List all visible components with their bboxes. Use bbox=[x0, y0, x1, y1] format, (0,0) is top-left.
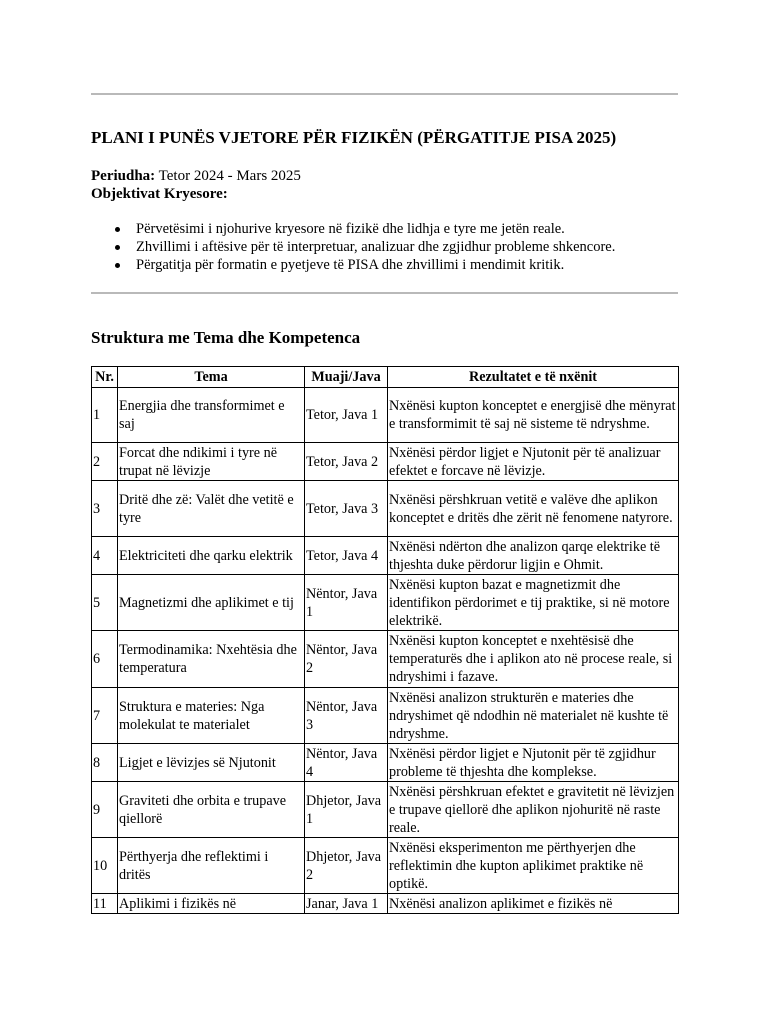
table-row bbox=[92, 631, 679, 688]
objectives-label: Objektivat Kryesore: bbox=[91, 186, 228, 202]
cell-nr: 10 bbox=[92, 838, 118, 894]
cell-tema: Energjia dhe transformimet e saj bbox=[118, 388, 305, 443]
section-divider bbox=[91, 292, 678, 294]
cell-nr: 6 bbox=[92, 631, 118, 688]
cell-tema: Dritë dhe zë: Valët dhe vetitë e tyre bbox=[118, 481, 305, 537]
cell-nr: 2 bbox=[92, 443, 118, 481]
cell-muaji: Tetor, Java 3 bbox=[305, 481, 388, 537]
cell-rezultati: Nxënësi eksperimenton me përthyerjen dhe reflektimin dhe kupton aplikimet praktike në optikë. bbox=[388, 838, 679, 894]
cell-tema: Magnetizmi dhe aplikimet e tij bbox=[118, 575, 305, 631]
cell-tema: Elektriciteti dhe qarku elektrik bbox=[118, 537, 305, 575]
cell-muaji: Tetor, Java 2 bbox=[305, 443, 388, 481]
cell-rezultati: Nxënësi analizon aplikimet e fizikës në bbox=[388, 894, 679, 914]
cell-tema: Graviteti dhe orbita e trupave qiellorë bbox=[118, 782, 305, 838]
cell-tema: Forcat dhe ndikimi i tyre në trupat në lëvizje bbox=[118, 443, 305, 481]
cell-nr: 11 bbox=[92, 894, 118, 914]
cell-tema: Struktura e materies: Nga molekulat te materialet bbox=[118, 688, 305, 744]
cell-rezultati: Nxënësi ndërton dhe analizon qarqe elektrike të thjeshta duke përdorur ligjin e Ohmit. bbox=[388, 537, 679, 575]
objectives-heading bbox=[91, 185, 301, 203]
cell-rezultati: Nxënësi kupton bazat e magnetizmit dhe identifikon përdorimet e tij praktike, si në motore elektrikë. bbox=[388, 575, 679, 631]
document-title: PLANI I PUNËS VJETORE PËR FIZIKËN (PËRGATITJE PISA 2025) bbox=[91, 128, 617, 147]
objective-item: Përvetësimi i njohurive kryesore në fizikë dhe lidhja e tyre me jetën reale. bbox=[91, 220, 615, 238]
cell-nr: 1 bbox=[92, 388, 118, 443]
table-header-row bbox=[92, 367, 679, 388]
cell-rezultati: Nxënësi përshkruan vetitë e valëve dhe aplikon konceptet e dritës dhe zërit në fenomene natyrore. bbox=[388, 481, 679, 537]
table-row bbox=[92, 537, 679, 575]
cell-tema: Aplikimi i fizikës në bbox=[118, 894, 305, 914]
objective-item: Përgatitja për formatin e pyetjeve të PISA dhe zhvillimi i mendimit kritik. bbox=[91, 256, 615, 274]
cell-rezultati: Nxënësi analizon strukturën e materies dhe ndryshimet që ndodhin në materialet në kushte të ndryshme. bbox=[388, 688, 679, 744]
cell-muaji: Nëntor, Java 1 bbox=[305, 575, 388, 631]
cell-muaji: Nëntor, Java 4 bbox=[305, 744, 388, 782]
cell-rezultati: Nxënësi kupton konceptet e nxehtësisë dhe temperaturës dhe i aplikon ato në procese reale, si ndryshimi i fazave. bbox=[388, 631, 679, 688]
cell-rezultati: Nxënësi përdor ligjet e Njutonit për të analizuar efektet e forcave në lëvizje. bbox=[388, 443, 679, 481]
plan-table bbox=[91, 366, 679, 914]
header-rezultatet: Rezultatet e të nxënit bbox=[388, 367, 679, 388]
section-title: Struktura me Tema dhe Kompetenca bbox=[91, 328, 361, 347]
cell-nr: 4 bbox=[92, 537, 118, 575]
top-divider bbox=[91, 93, 678, 95]
cell-muaji: Nëntor, Java 3 bbox=[305, 688, 388, 744]
cell-muaji: Janar, Java 1 bbox=[305, 894, 388, 914]
cell-nr: 3 bbox=[92, 481, 118, 537]
table-row bbox=[92, 481, 679, 537]
cell-tema: Përthyerja dhe reflektimi i dritës bbox=[118, 838, 305, 894]
table-row bbox=[92, 838, 679, 894]
table-row bbox=[92, 782, 679, 838]
table-row bbox=[92, 744, 679, 782]
header-muaji: Muaji/Java bbox=[305, 367, 388, 388]
period-value: Tetor 2024 - Mars 2025 bbox=[158, 168, 301, 184]
cell-tema: Ligjet e lëvizjes së Njutonit bbox=[118, 744, 305, 782]
plan-table-body bbox=[92, 388, 679, 914]
table-row bbox=[92, 575, 679, 631]
cell-tema: Termodinamika: Nxehtësia dhe temperatura bbox=[118, 631, 305, 688]
cell-nr: 5 bbox=[92, 575, 118, 631]
cell-muaji: Dhjetor, Java 2 bbox=[305, 838, 388, 894]
cell-muaji: Nëntor, Java 2 bbox=[305, 631, 388, 688]
table-row bbox=[92, 688, 679, 744]
table-row bbox=[92, 388, 679, 443]
header-nr: Nr. bbox=[92, 367, 118, 388]
cell-nr: 8 bbox=[92, 744, 118, 782]
document-meta bbox=[91, 167, 301, 203]
period-line bbox=[91, 167, 301, 185]
objectives-list bbox=[91, 220, 615, 274]
cell-nr: 9 bbox=[92, 782, 118, 838]
cell-rezultati: Nxënësi përshkruan efektet e gravitetit në lëvizjen e trupave qiellorë dhe aplikon njohuritë në raste reale. bbox=[388, 782, 679, 838]
table-row bbox=[92, 443, 679, 481]
cell-muaji: Tetor, Java 4 bbox=[305, 537, 388, 575]
cell-rezultati: Nxënësi përdor ligjet e Njutonit për të zgjidhur probleme të thjeshta dhe komplekse. bbox=[388, 744, 679, 782]
cell-nr: 7 bbox=[92, 688, 118, 744]
header-tema: Tema bbox=[118, 367, 305, 388]
cell-muaji: Dhjetor, Java 1 bbox=[305, 782, 388, 838]
objective-item: Zhvillimi i aftësive për të interpretuar, analizuar dhe zgjidhur probleme shkencore. bbox=[91, 238, 615, 256]
table-row bbox=[92, 894, 679, 914]
cell-muaji: Tetor, Java 1 bbox=[305, 388, 388, 443]
period-label: Periudha: bbox=[91, 168, 156, 184]
cell-rezultati: Nxënësi kupton konceptet e energjisë dhe mënyrat e transformimit të saj në sisteme të ndryshme. bbox=[388, 388, 679, 443]
